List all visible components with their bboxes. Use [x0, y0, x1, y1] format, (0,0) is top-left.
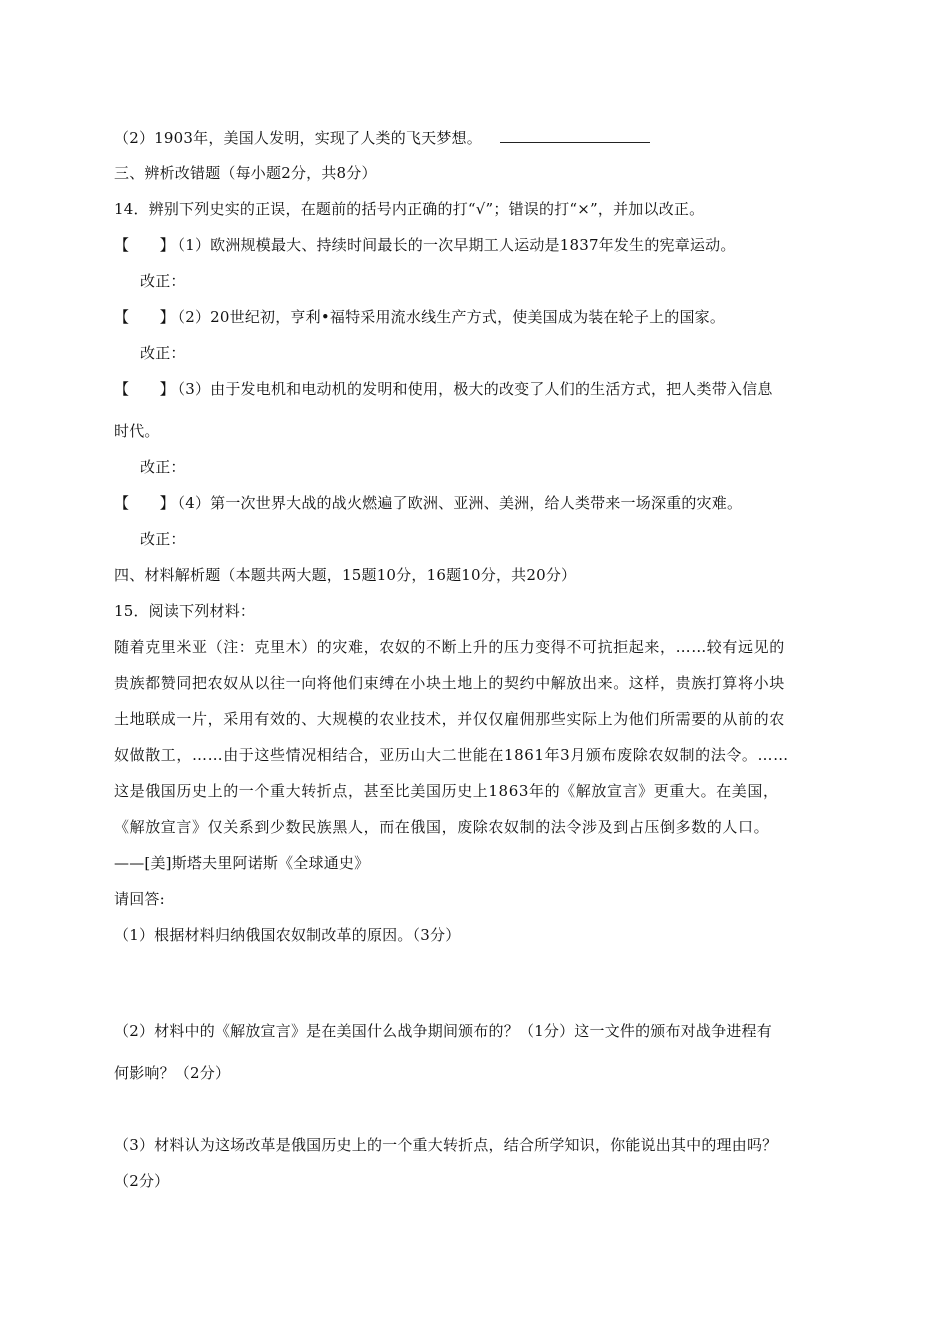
question-14-item-1-text: （1）欧洲规模最大、持续时间最长的一次早期工人运动是1837年发生的宪章运动。 [170, 236, 736, 254]
question-15-2-continued: 何影响？（2分） [114, 1064, 231, 1082]
material-line: 奴做散工，……由于这些情况相结合，亚历山大二世能在1861年3月颁布废除农奴制的法令。…… [114, 746, 789, 764]
section-3-heading: 三、辨析改错题（每小题2分，共8分） [114, 164, 377, 182]
question-15-3: （3）材料认为这场改革是俄国历史上的一个重大转折点，结合所学知识，你能说出其中的理由吗？ [114, 1136, 778, 1154]
correction-label: 改正： [140, 344, 186, 362]
answer-bracket: 【 】 [114, 380, 175, 398]
answer-blank [500, 126, 650, 143]
material-line: 土地联成一片，采用有效的、大规模的农业技术，并仅仅雇佣那些实际上为他们所需要的从前的农 [114, 710, 785, 728]
question-14-item-4 [114, 492, 742, 514]
question-15-stem: 15．阅读下列材料： [114, 602, 256, 620]
answer-bracket: 【 】 [114, 236, 175, 254]
material-source: ——[美]斯塔夫里阿诺斯《全球通史》 [114, 854, 370, 872]
question-14-item-3-text: （3）由于发电机和电动机的发明和使用，极大的改变了人们的生活方式，把人类带入信息 [170, 380, 773, 398]
question-14-item-3 [114, 378, 773, 400]
question-13-2-text: （2）1903年，美国人发明，实现了人类的飞天梦想。 [114, 129, 482, 147]
question-14-item-2 [114, 306, 725, 328]
material-line: 这是俄国历史上的一个重大转折点，甚至比美国历史上1863年的《解放宣言》更重大。在美国， [114, 782, 779, 800]
question-14-item-3-continued: 时代。 [114, 422, 160, 440]
question-15-1: （1）根据材料归纳俄国农奴制改革的原因。（3分） [114, 926, 461, 944]
material-line: 贵族都赞同把农奴从以往一向将他们束缚在小块土地上的契约中解放出来。这样，贵族打算将小块 [114, 674, 785, 692]
correction-label: 改正： [140, 272, 186, 290]
material-line: 随着克里米亚（注：克里木）的灾难，农奴的不断上升的压力变得不可抗拒起来，……较有远见的 [114, 638, 785, 656]
question-14-item-4-text: （4）第一次世界大战的战火燃遍了欧洲、亚洲、美洲，给人类带来一场深重的灾难。 [170, 494, 743, 512]
question-14-item-2-text: （2）20世纪初，亨利•福特采用流水线生产方式，使美国成为装在轮子上的国家。 [170, 308, 726, 326]
question-14-stem: 14．辨别下列史实的正误，在题前的括号内正确的打“√”；错误的打“×”，并加以改正。 [114, 200, 705, 218]
answer-bracket: 【 】 [114, 308, 175, 326]
correction-label: 改正： [140, 458, 186, 476]
correction-label: 改正： [140, 530, 186, 548]
section-4-heading: 四、材料解析题（本题共两大题，15题10分，16题10分，共20分） [114, 566, 577, 584]
material-line: 《解放宣言》仅关系到少数民族黑人，而在俄国，废除农奴制的法令涉及到占压倒多数的人口。 [114, 818, 770, 836]
question-15-3-continued: （2分） [114, 1172, 170, 1190]
question-14-item-1 [114, 234, 736, 256]
question-15-2: （2）材料中的《解放宣言》是在美国什么战争期间颁布的？（1分）这一文件的颁布对战争进程有 [114, 1022, 772, 1040]
please-answer: 请回答: [114, 890, 165, 908]
answer-bracket: 【 】 [114, 494, 175, 512]
question-13-2 [114, 126, 650, 149]
